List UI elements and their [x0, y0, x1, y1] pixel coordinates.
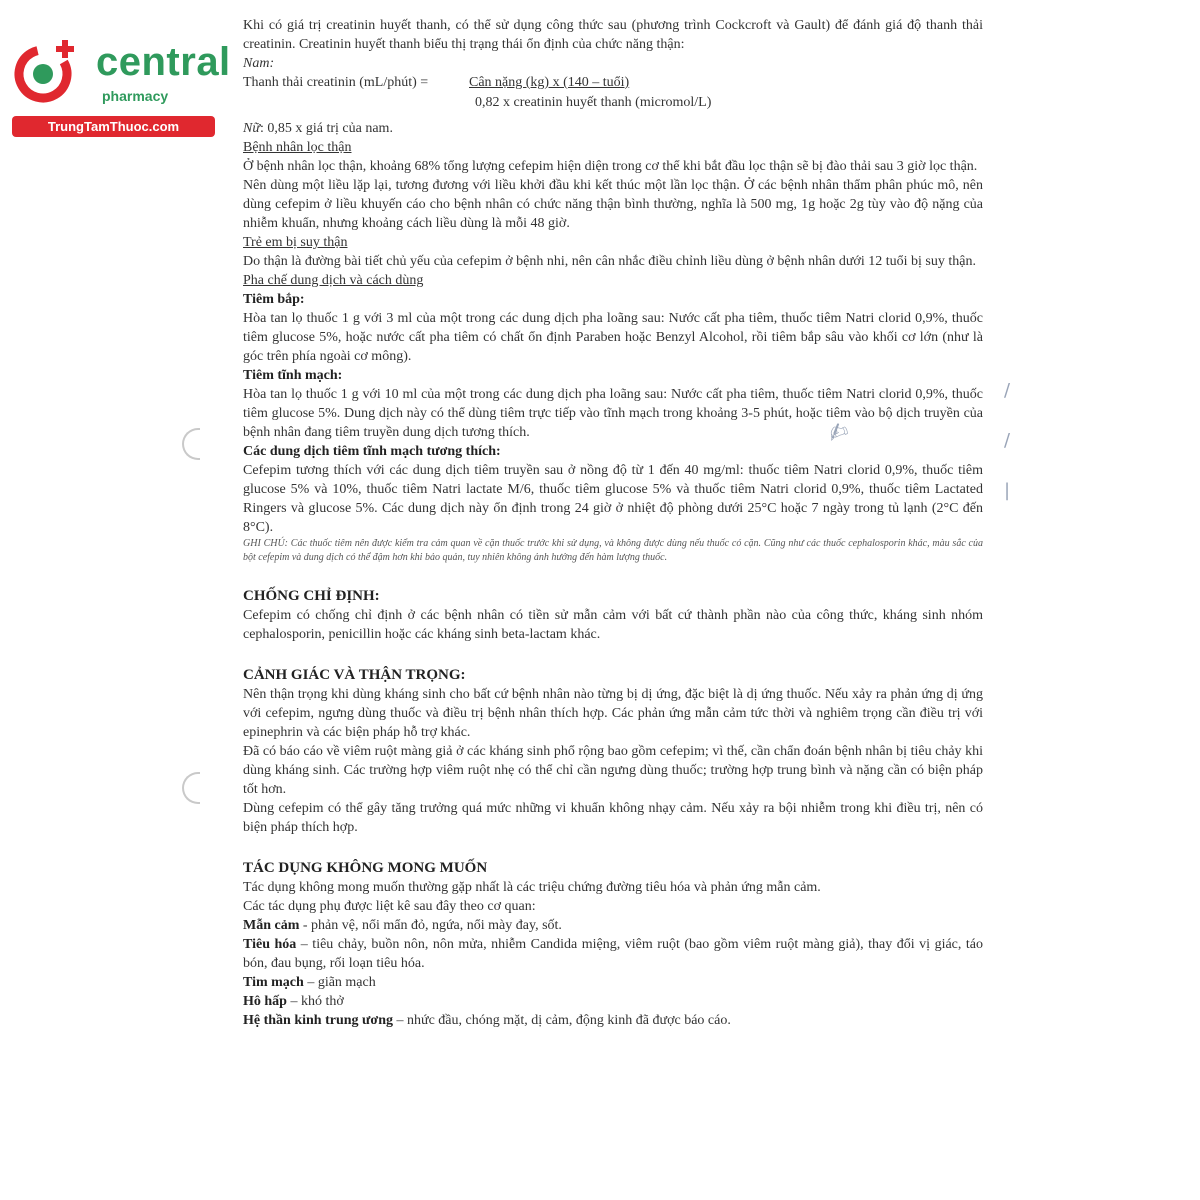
- central-pharmacy-logo-icon: [10, 36, 82, 108]
- paragraph-children: Do thận là đường bài tiết chủ yếu của cefepim ở bệnh nhi, nên cân nhắc điều chỉnh liều dùng ở bệnh nhân dưới 12 tuổi bị suy thận.: [243, 254, 976, 269]
- side-effect-text: – nhức đầu, chóng mặt, dị cảm, động kinh đã được báo cáo.: [392, 1013, 731, 1028]
- formula-denominator: 0,82 x creatinin huyết thanh (micromol/L): [475, 95, 712, 110]
- paragraph-female: [243, 119, 983, 138]
- side-effect-label: Hô hấp: [243, 994, 287, 1009]
- formula-numerator: Cân nặng (kg) x (140 – tuổi): [469, 75, 630, 90]
- logo-subtitle: pharmacy: [102, 88, 169, 104]
- side-effect-item: [243, 992, 983, 1011]
- punch-hole-top: [182, 428, 200, 460]
- handwritten-signature-icon: ✍: [823, 415, 853, 449]
- paragraph-side-effects-2: Các tác dụng phụ được liệt kê sau đây theo cơ quan:: [243, 899, 536, 914]
- paragraph-dialysis-1: Ở bệnh nhân lọc thận, khoảng 68% tổng lượng cefepim hiện diện trong cơ thể khi bắt đầu lọc thận sẽ bị đào thải sau 3 giờ lọc thận.: [243, 159, 978, 174]
- paragraph-warnings-1: Nên thận trọng khi dùng kháng sinh cho bất cứ bệnh nhân nào từng bị dị ứng, đặc biệt là dị ứng thuốc. Nếu xảy ra phản ứng dị ứng với cefepim, ngưng dùng thuốc và điều trị bệnh nhân thích hợp. Các phản ứng mẫn cảm tức thời và nghiêm trọng cần điều trị với epinephrin và các biện pháp hỗ trợ khác.: [243, 687, 983, 740]
- side-effect-label: Tim mạch: [243, 975, 304, 990]
- heading-warnings: CẢNH GIÁC VÀ THẬN TRỌNG:: [243, 667, 466, 683]
- leaflet-document: [243, 16, 983, 1030]
- heading-dialysis: Bệnh nhân lọc thận: [243, 140, 352, 155]
- paragraph-dialysis-2: Nên dùng một liều lặp lại, tương đương với liều khởi đầu khi kết thúc một lần lọc thận. Ở các bệnh nhân thẩm phân phúc mô, nên dùng cefepim ở liều khuyến cáo cho bệnh nhân có chức năng thận bình thường, nghĩa là 500 mg, 1g hoặc 2g tùy vào độ nặng của nhiễm khuẩn, nhưng khoảng cách liều dùng là mỗi 48 giờ.: [243, 178, 983, 231]
- female-text: : 0,85 x giá trị của nam.: [259, 121, 393, 136]
- side-effect-text: - phản vệ, nổi mẩn đỏ, ngứa, nổi mày đay, sốt.: [299, 918, 562, 933]
- side-effect-item: [243, 973, 983, 992]
- side-effect-label: Mẫn cảm: [243, 918, 300, 933]
- punch-hole-bottom: [182, 772, 200, 804]
- heading-compatible-solutions: Các dung dịch tiêm tĩnh mạch tương thích:: [243, 444, 501, 459]
- paragraph-warnings-3: Dùng cefepim có thể gây tăng trưởng quá mức những vi khuẩn không nhạy cảm. Nếu xảy ra bội nhiễm trong khi điều trị, nên có biện pháp thích hợp.: [243, 801, 983, 835]
- label-male: Nam:: [243, 56, 275, 71]
- logo-brand: central: [96, 40, 231, 84]
- side-effect-item: [243, 935, 983, 973]
- margin-stamp-mark: /: [1004, 430, 1011, 451]
- cockcroft-gault-formula: [243, 73, 983, 113]
- paragraph-warnings-2: Đã có báo cáo về viêm ruột màng giả ở các kháng sinh phổ rộng bao gồm cefepim; vì thế, cần chẩn đoán bệnh nhân bị tiêu chảy khi dùng kháng sinh. Các trường hợp viêm ruột nhẹ có thể chỉ cần ngưng dùng thuốc; trường hợp trung bình và nặng cần có biện pháp tốt hơn.: [243, 744, 983, 797]
- side-effect-text: – tiêu chảy, buồn nôn, nôn mửa, nhiễm Candida miệng, viêm ruột (bao gồm viêm ruột màng giả), thay đổi vị giác, táo bón, đau bụng, rối loạn tiêu hóa.: [243, 937, 983, 971]
- heading-intravenous: Tiêm tĩnh mạch:: [243, 368, 343, 383]
- paragraph-creatinine-intro: Khi có giá trị creatinin huyết thanh, có thể sử dụng công thức sau (phương trình Cockcroft và Gault) để đánh giá độ thanh thải creatinin. Creatinin huyết thanh biểu thị trạng thái ổn định của chức năng thận:: [243, 18, 983, 52]
- paragraph-intramuscular: Hòa tan lọ thuốc 1 g với 3 ml của một trong các dung dịch pha loãng sau: Nước cất pha tiêm, thuốc tiêm Natri clorid 0,9%, thuốc tiêm glucose 5%, hoặc nước cất pha tiêm có chất ổn định Paraben hoặc Benzyl Alcohol, rồi tiêm bắp sâu vào khối cơ lớn (như là góc trên phía ngoài cơ mông).: [243, 311, 983, 364]
- side-effect-label: Hệ thần kinh trung ương: [243, 1013, 393, 1028]
- heading-side-effects: TÁC DỤNG KHÔNG MONG MUỐN: [243, 860, 488, 876]
- paragraph-contraindications: Cefepim có chống chỉ định ở các bệnh nhân có tiền sử mẫn cảm với bất cứ thành phần nào của công thức, kháng sinh nhóm cephalosporin, penicillin hoặc các kháng sinh beta-lactam khác.: [243, 608, 983, 642]
- heading-children: Trẻ em bị suy thận: [243, 235, 348, 250]
- side-effect-text: – khó thở: [286, 994, 344, 1009]
- paragraph-compatible-solutions: Cefepim tương thích với các dung dịch tiêm truyền sau ở nồng độ từ 1 đến 40 mg/ml: thuốc tiêm Natri clorid 0,9%, thuốc tiêm glucose 5% và 10%, thuốc tiêm Natri lactate M/6, thuốc tiêm glucose 5% và thuốc tiêm Natri clorid 0,9%, thuốc tiêm Lactated Ringers và glucose 5%. Các dung dịch này ổn định trong 24 giờ ở nhiệt độ phòng dưới 25°C hoặc 7 ngày trong tủ lạnh (2°C đến 8°C).: [243, 463, 983, 535]
- heading-contraindications: CHỐNG CHỈ ĐỊNH:: [243, 588, 380, 604]
- margin-stamp-mark: |: [1004, 480, 1011, 501]
- side-effect-item: [243, 1011, 983, 1030]
- formula-lhs: Thanh thải creatinin (mL/phút) =: [243, 75, 429, 90]
- side-effect-item: [243, 916, 983, 935]
- note-inspection: GHI CHÚ: Các thuốc tiêm nên được kiểm tra cảm quan về cặn thuốc trước khi sử dụng, và không được dùng nếu thuốc có cặn. Cũng như các thuốc cephalosporin khác, màu sắc của bột cefepim và dung dịch có thể đậm hơn khi bảo quản, tuy nhiên không ảnh hưởng đến hàm lượng thuốc.: [243, 538, 983, 563]
- heading-intramuscular: Tiêm bắp:: [243, 292, 305, 307]
- side-effect-text: – giãn mạch: [303, 975, 376, 990]
- side-effect-label: Tiêu hóa: [243, 937, 297, 952]
- logo-url: TrungTamThuoc.com: [12, 116, 215, 137]
- paragraph-intravenous: Hòa tan lọ thuốc 1 g với 10 ml của một trong các dung dịch pha loãng sau: Nước cất pha tiêm, thuốc tiêm Natri clorid 0,9%, thuốc tiêm glucose 5%. Dung dịch này có thể dùng tiêm trực tiếp vào tĩnh mạch trong khoảng 3-5 phút, hoặc tiêm vào bộ dịch truyền của bệnh nhân đang tiêm truyền dung dịch tương thích.: [243, 387, 983, 440]
- label-female: Nữ: [243, 121, 260, 136]
- pharmacy-logo: [10, 36, 231, 136]
- heading-preparation: Pha chế dung dịch và cách dùng: [243, 273, 424, 288]
- paragraph-side-effects-1: Tác dụng không mong muốn thường gặp nhất là các triệu chứng đường tiêu hóa và phản ứng mẫn cảm.: [243, 880, 821, 895]
- margin-stamp-mark: /: [1004, 380, 1011, 401]
